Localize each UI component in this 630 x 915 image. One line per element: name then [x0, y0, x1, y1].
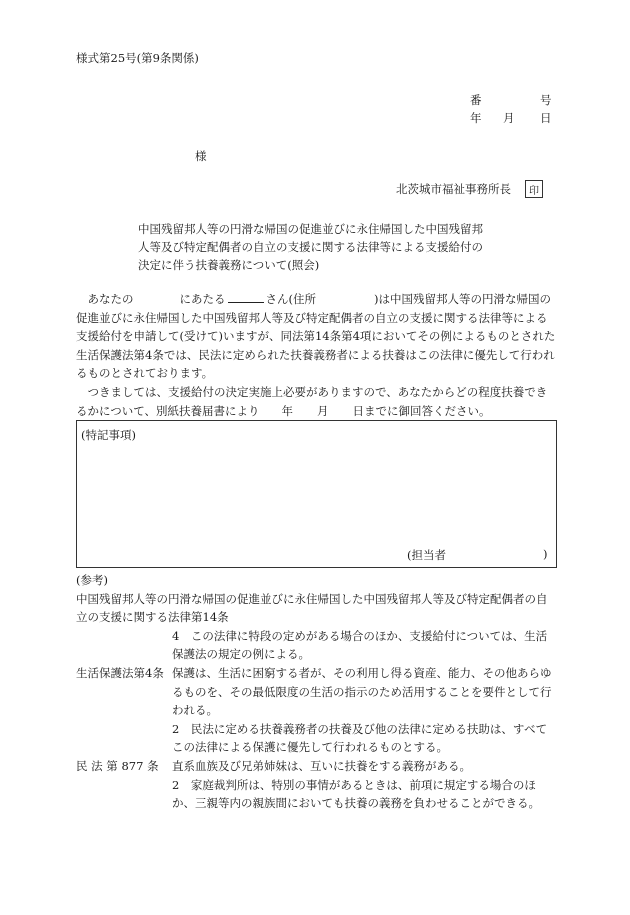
seal-stamp: 印: [525, 180, 543, 198]
title-line: 人等及び特定配偶者の自立の支援に関する法律等による支援給付の: [138, 240, 483, 254]
law-label: 民 法 第 877 条: [76, 758, 159, 773]
month-label: 月: [503, 111, 515, 125]
body-paragraph-2: [76, 383, 556, 420]
person-in-charge-close: ): [543, 547, 548, 561]
body-text: あなたの: [87, 292, 134, 306]
sender-name: 北茨城市福祉事務所長: [396, 182, 511, 196]
deadline-month-label: 月: [317, 403, 329, 418]
relation-blank: [228, 291, 264, 303]
document-title: [138, 220, 483, 274]
law-label: 生活保護法第4条: [76, 665, 164, 680]
seikatsu-hogo-article-4: [76, 664, 556, 720]
number-suffix-label: 号: [540, 93, 552, 107]
article-14-4: 4 この法律に特段の定めがある場合のほか、支援給付については、生活保護法の規定の例による。: [172, 628, 548, 662]
seikatsu-hogo-article-4-2: 2 民法に定める扶養義務者の扶養及び他の法律に定める扶助は、すべてこの法律による保護に優先して行われるものとする。: [172, 721, 548, 755]
year-label: 年: [470, 111, 482, 125]
body-text: さん(住所: [265, 292, 316, 306]
reference-heading: (参考): [76, 573, 108, 587]
special-notes-box: [76, 420, 557, 568]
addressee-honorific: 様: [195, 149, 207, 163]
body-text: )は中国残留邦人等の円滑な帰国の促進並びに永住帰国した中国残留邦人等及び特定配偶者の自立の支援に関する法律等による支援給付を申請して(受けて)いますが、同法第14条第4項においてその例によるものとされた生活保護法第4条では、民法に定められた扶養義務者による扶養はこの法律に優先して行われるものとされております。: [76, 292, 556, 381]
person-in-charge-label: (担当者: [407, 548, 446, 562]
reference-section: [76, 571, 556, 813]
deadline-year-label: 年: [281, 403, 294, 418]
civil-code-877: [76, 757, 556, 776]
number-label: 番: [470, 93, 482, 107]
special-notes-label: (特記事項): [81, 428, 136, 442]
body-text: つきましては、支援給付の決定実施上必要がありますので、あなたからどの程度扶養できるかについて、別紙扶養届書により: [76, 384, 548, 418]
letter-body: [76, 290, 556, 420]
civil-code-877-2: 2 家庭裁判所は、特別の事情があるときは、前項に規定する場合のほか、三親等内の親族間においても扶養の義務を負わせることができる。: [172, 777, 540, 811]
body-paragraph-1: [76, 290, 556, 383]
day-label: 日: [540, 111, 552, 125]
form-number: 様式第25号(第9条関係): [76, 51, 199, 65]
law-text: 直系血族及び兄弟姉妹は、互いに扶養をする義務がある。: [172, 758, 471, 773]
body-text: にあたる: [179, 292, 226, 306]
law-text: 保護は、生活に困窮する者が、その利用し得る資産、能力、その他あらゆるものを、その最低限度の生活の指示のため活用することを要件として行われる。: [172, 665, 552, 718]
law-title: 中国残留邦人等の円滑な帰国の促進並びに永住帰国した中国残留邦人等及び特定配偶者の自立の支援に関する法律第14条: [76, 591, 548, 625]
body-text: 日までに御回答ください。: [352, 403, 491, 418]
title-line: 中国残留邦人等の円滑な帰国の促進並びに永住帰国した中国残留邦: [138, 222, 483, 236]
title-line: 決定に伴う扶養義務について(照会): [138, 258, 320, 272]
